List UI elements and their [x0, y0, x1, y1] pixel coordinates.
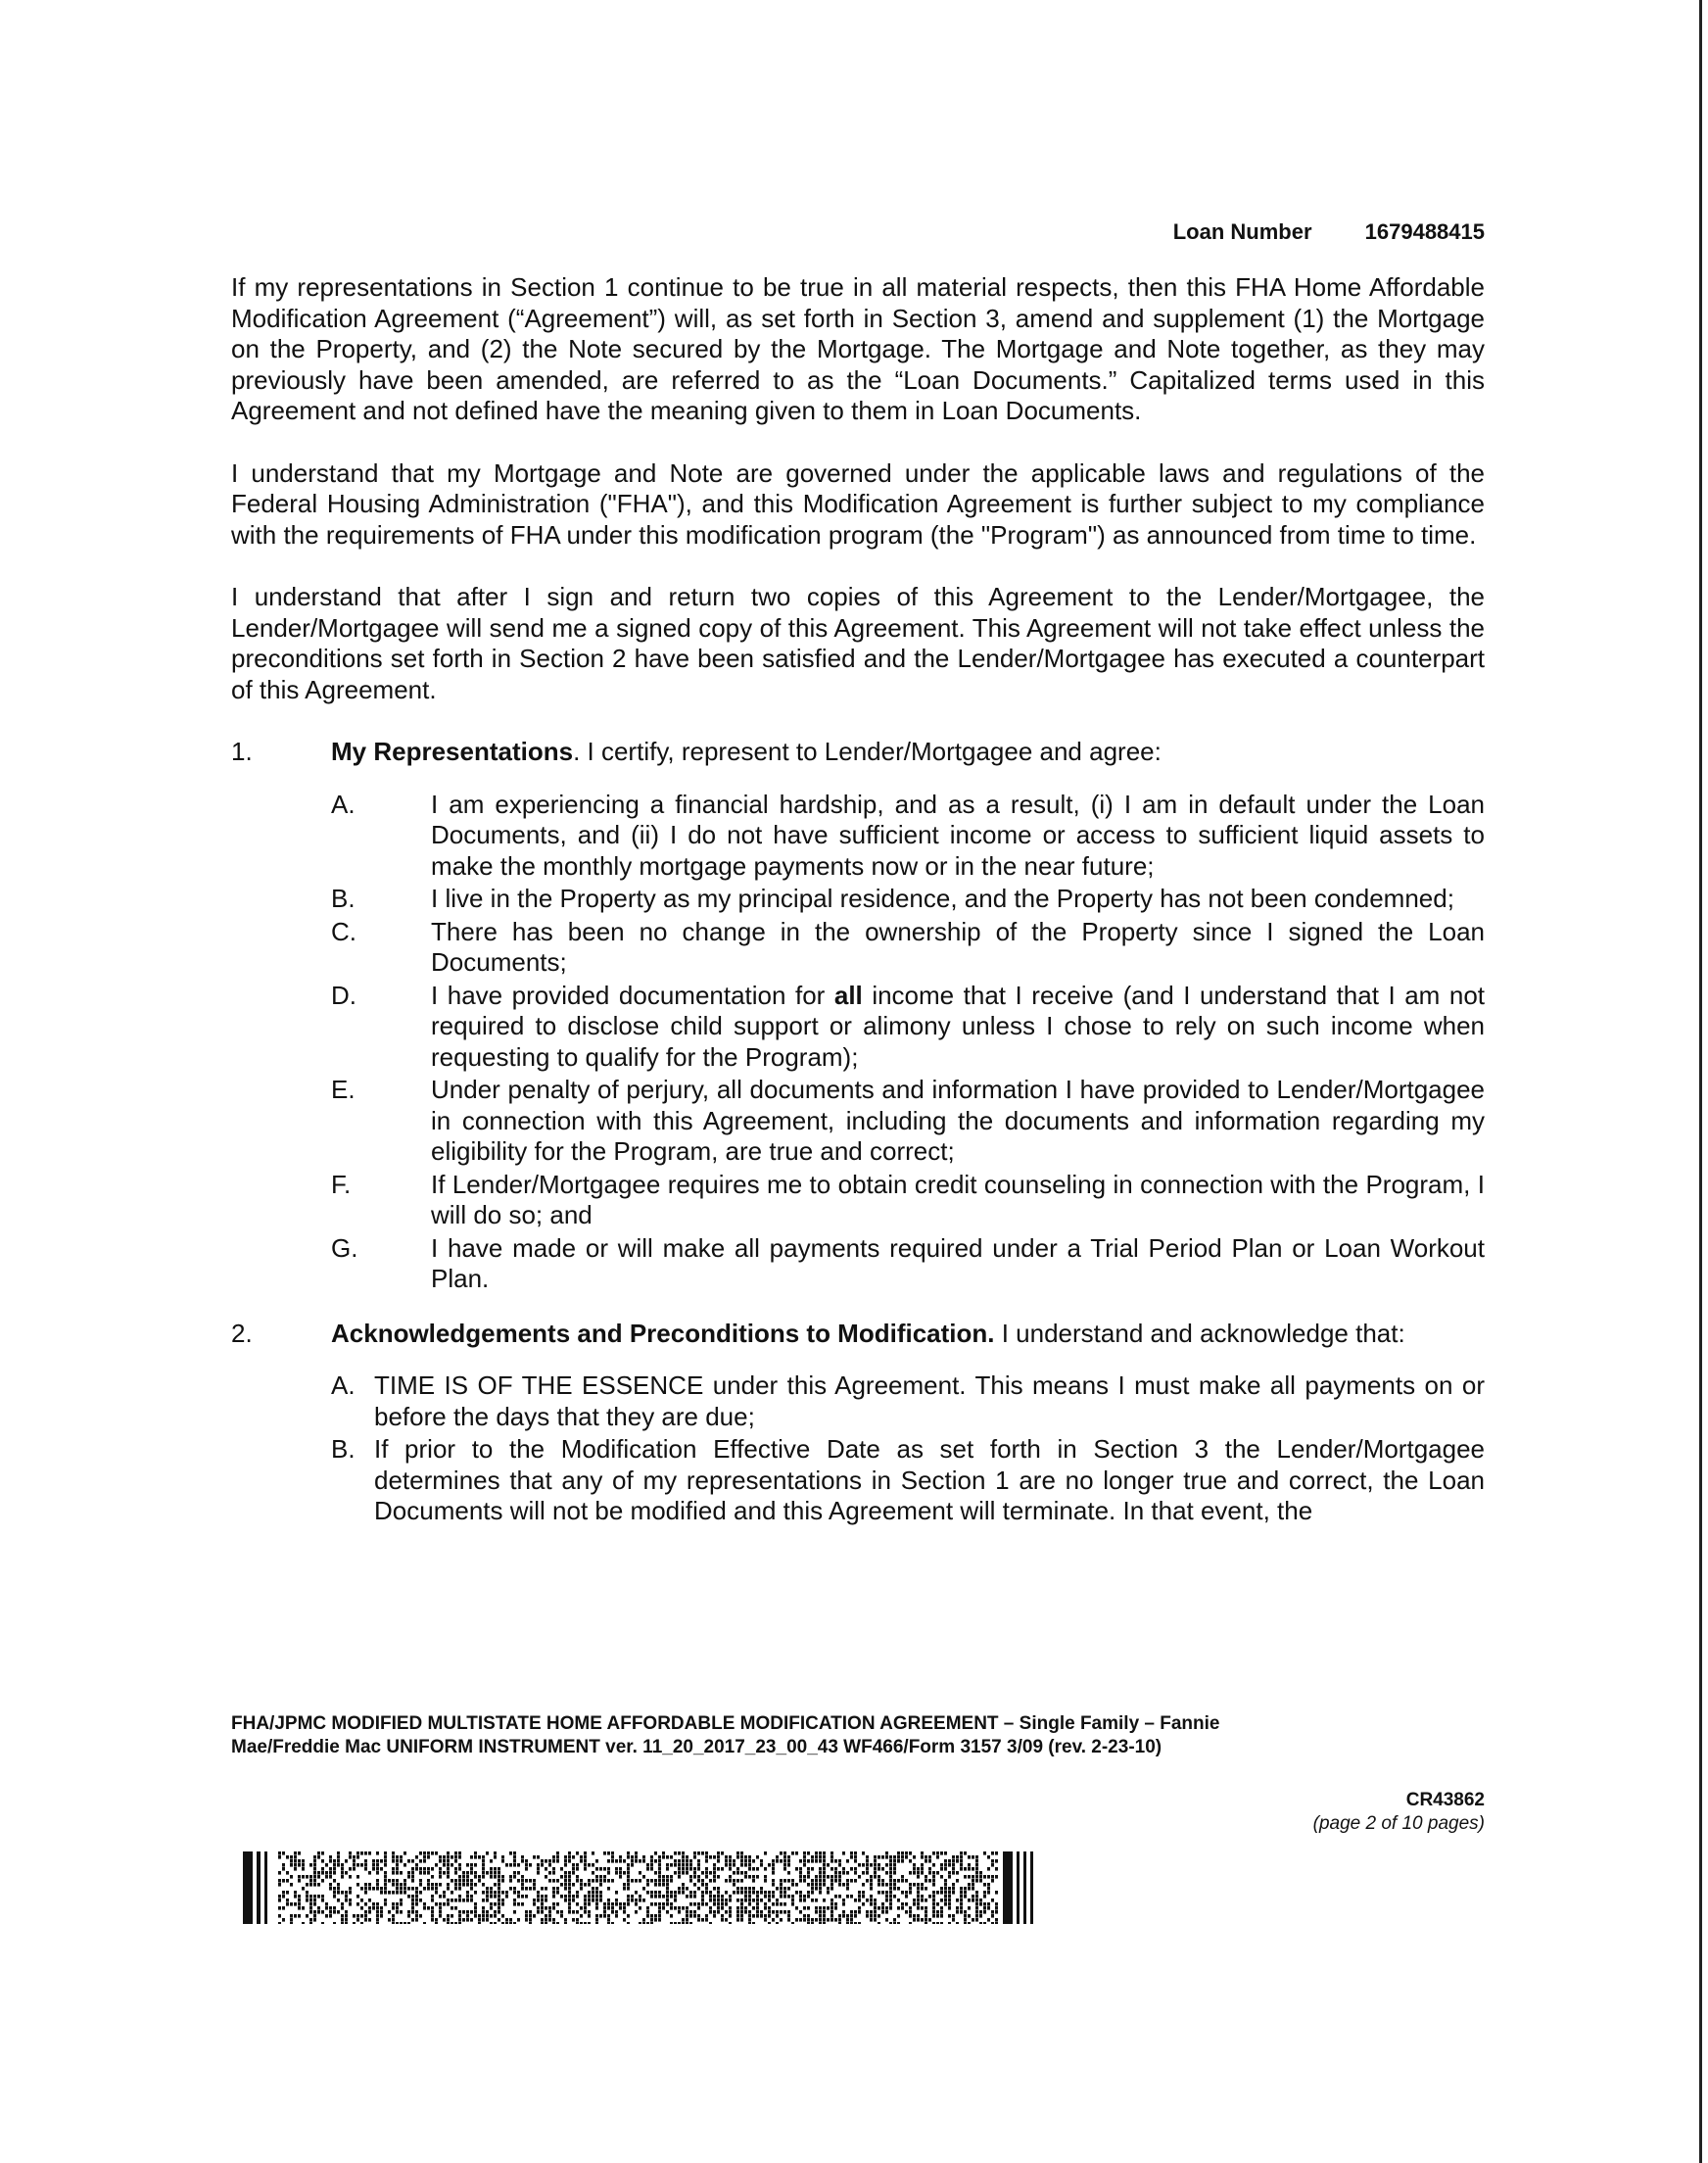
document-page	[231, 219, 1485, 1551]
loan-number-value: 1679488415	[1364, 219, 1485, 244]
loan-number-line	[231, 219, 1485, 245]
section-2-list	[331, 1370, 1485, 1527]
list-item: D. I have provided documentation for all income that I receive (and I understand that I am not required to disclose child support or alimony unless I chose to rely on such income when requesting to qualify for the Program);	[331, 980, 1486, 1072]
section-2-heading	[231, 1319, 1485, 1350]
barcode-icon	[243, 1851, 1038, 1924]
scan-edge-line	[1699, 0, 1702, 2163]
list-item: E. Under penalty of perjury, all documents and information I have provided to Lender/Mortgagee in connection with this Agreement, including the documents and information regarding my eligibility for the Program, are true and correct;	[331, 1075, 1485, 1166]
intro-paragraph-3: I understand that after I sign and return two copies of this Agreement to the Lender/Mortgagee, the Lender/Mortgagee will send me a signed copy of this Agreement. This Agreement will not take effect unless the preconditions set forth in Section 2 have been satisfied and the Lender/Mortgagee has executed a counterpart of this Agreement.	[231, 582, 1485, 704]
section-lead-text: . I certify, represent to Lender/Mortgagee and agree:	[573, 737, 1162, 766]
document-footer	[231, 1712, 1485, 1836]
list-item: A. I am experiencing a financial hardship, and as a result, (i) I am in default under the Loan Documents, and (ii) I do not have sufficient income or access to sufficient liquid assets to make the monthly mortgage payments now or in the near future;	[331, 789, 1485, 881]
page-reference	[231, 1789, 1485, 1836]
intro-paragraph-1: If my representations in Section 1 continue to be true in all material respects, then this FHA Home Affordable Modification Agreement (“Agreement”) will, as set forth in Section 3, amend and supplement (1) the Mortgage on the Property, and (2) the Note secured by the Mortgage. The Mortgage and Note together, as they may previously have been amended, are referred to as the “Loan Documents.” Capitalized terms used in this Agreement and not defined have the meaning given to them in Loan Documents.	[231, 272, 1485, 425]
section-1-heading	[231, 737, 1485, 768]
section-number: 2.	[231, 1318, 253, 1348]
loan-number-label: Loan Number	[1172, 219, 1312, 244]
list-item: C. There has been no change in the ownership of the Property since I signed the Loan Documents;	[331, 916, 1485, 977]
page-count: (page 2 of 10 pages)	[1312, 1813, 1485, 1834]
reference-code: CR43862	[1405, 1790, 1485, 1810]
intro-paragraph-2: I understand that my Mortgage and Note are governed under the applicable laws and regulations of the Federal Housing Administration ("FHA"), and this Modification Agreement is further subject to my compliance with the requirements of FHA under this modification program (the "Program") as announced from time to time.	[231, 457, 1485, 550]
list-item: B. If prior to the Modification Effective Date as set forth in Section 3 the Lender/Mortgagee determines that any of my representations in Section 1 are no longer true and correct, the Loan Documents will not be modified and this Agreement will terminate. In that event, the	[331, 1434, 1485, 1525]
section-1-list	[331, 790, 1485, 1295]
list-item: B. I live in the Property as my principal residence, and the Property has not been condemned;	[331, 884, 1454, 913]
section-lead-text: I understand and acknowledge that:	[994, 1318, 1405, 1348]
list-item: G. I have made or will make all payments required under a Trial Period Plan or Loan Workout Plan.	[331, 1232, 1485, 1293]
section-title: My Representations	[331, 737, 574, 766]
list-item: A. TIME IS OF THE ESSENCE under this Agreement. This means I must make all payments on or before the days that they are due;	[331, 1370, 1485, 1431]
section-title: Acknowledgements and Preconditions to Modification.	[331, 1318, 995, 1348]
form-title-line-2: Mae/Freddie Mac UNIFORM INSTRUMENT ver. 11_20_2017_23_00_43 WF466/Form 3157 3/09 (rev. 2-23-10)	[231, 1737, 1162, 1757]
section-number: 1.	[231, 737, 253, 766]
form-title-line-1: FHA/JPMC MODIFIED MULTISTATE HOME AFFORDABLE MODIFICATION AGREEMENT – Single Family – Fannie	[231, 1713, 1220, 1734]
list-item: F. If Lender/Mortgagee requires me to obtain credit counseling in connection with the Program, I will do so; and	[331, 1169, 1485, 1229]
